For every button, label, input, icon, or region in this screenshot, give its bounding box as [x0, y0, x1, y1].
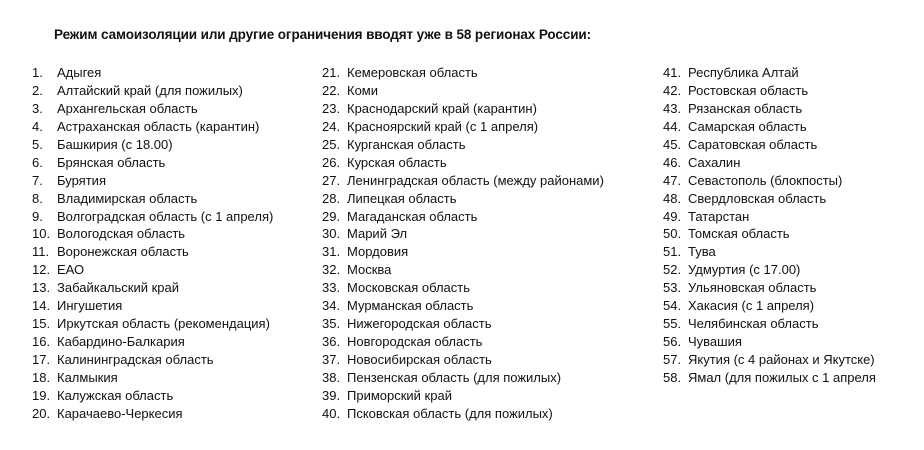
list-item — [663, 261, 876, 279]
item-number: 23. — [322, 100, 341, 116]
region-name: Алтайский край (для пожилых) — [57, 82, 243, 98]
region-name: Тува — [688, 244, 716, 260]
region-name: Забайкальский край — [57, 280, 180, 296]
item-number: 30. — [322, 226, 341, 242]
item-number: 57. — [663, 352, 682, 367]
region-name: Бурятия — [57, 172, 106, 188]
item-number: 46. — [663, 154, 682, 170]
list-item — [663, 172, 876, 190]
list-item — [663, 100, 876, 118]
region-name: Липецкая область — [347, 190, 457, 206]
list-item — [32, 297, 273, 315]
region-name: Томская область — [688, 226, 790, 242]
list-item — [322, 351, 604, 369]
region-name: Курская область — [347, 154, 447, 170]
item-number: 41. — [663, 65, 682, 80]
item-number: 15. — [32, 316, 51, 332]
item-number: 14. — [32, 298, 51, 314]
item-number: 8. — [32, 190, 43, 206]
item-number: 38. — [322, 369, 341, 385]
list-item — [663, 225, 876, 243]
list-item — [32, 405, 273, 423]
region-name: Мордовия — [347, 244, 409, 260]
region-name: Ингушетия — [57, 298, 123, 314]
list-item — [322, 333, 604, 351]
item-number: 21. — [322, 65, 341, 80]
item-number: 35. — [322, 316, 341, 332]
list-item — [663, 136, 876, 154]
list-item — [32, 261, 273, 279]
region-name: Севастополь (блокпосты) — [688, 172, 843, 188]
list-item — [32, 225, 273, 243]
region-name: Брянская область — [57, 154, 166, 170]
list-item — [322, 100, 604, 118]
item-number: 37. — [322, 352, 341, 367]
region-name: Карачаево-Черкесия — [57, 405, 183, 421]
item-number: 7. — [32, 172, 43, 188]
region-name: Курганская область — [347, 136, 466, 152]
item-number: 22. — [322, 82, 341, 98]
item-number: 39. — [322, 387, 341, 403]
item-number: 6. — [32, 154, 43, 170]
region-list-column-2 — [322, 64, 604, 423]
region-name: Мурманская область — [347, 298, 474, 314]
region-name: Коми — [347, 82, 379, 98]
list-item — [663, 315, 876, 333]
item-number: 43. — [663, 100, 682, 116]
list-item — [32, 369, 273, 387]
item-number: 3. — [32, 100, 43, 116]
list-item — [322, 64, 604, 82]
region-name: Сахалин — [688, 154, 741, 170]
item-number: 54. — [663, 298, 682, 314]
item-number: 53. — [663, 280, 682, 296]
list-item — [322, 172, 604, 190]
list-item — [32, 100, 273, 118]
list-item — [32, 64, 273, 82]
region-list-column-3 — [663, 64, 876, 387]
item-number: 13. — [32, 280, 51, 296]
item-number: 5. — [32, 136, 43, 152]
list-item — [663, 64, 876, 82]
region-name: Чувашия — [688, 334, 742, 350]
item-number: 47. — [663, 172, 682, 188]
region-name: Хакасия (с 1 апреля) — [688, 298, 815, 314]
item-number: 20. — [32, 405, 51, 421]
list-item — [663, 118, 876, 136]
item-number: 40. — [322, 405, 341, 421]
region-name: Новгородская область — [347, 334, 483, 350]
item-number: 49. — [663, 208, 682, 224]
list-item — [663, 297, 876, 315]
list-item — [663, 82, 876, 100]
region-name: Пензенская область (для пожилых) — [347, 369, 562, 385]
list-item — [663, 333, 876, 351]
region-name: Архангельская область — [57, 100, 198, 116]
region-name: Якутия (с 4 районах и Якутске) — [688, 352, 875, 367]
list-item — [322, 297, 604, 315]
region-name: Кемеровская область — [347, 65, 478, 80]
item-number: 42. — [663, 82, 682, 98]
region-name: Челябинская область — [688, 316, 819, 332]
region-name: Волгоградская область (с 1 апреля) — [57, 208, 274, 224]
region-name: Иркутская область (рекомендация) — [57, 316, 270, 332]
region-name: Нижегородская область — [347, 316, 492, 332]
list-item — [32, 315, 273, 333]
list-item — [322, 82, 604, 100]
item-number: 17. — [32, 352, 51, 367]
item-number: 18. — [32, 369, 51, 385]
region-name: Ульяновская область — [688, 280, 817, 296]
region-name: Красноярский край (с 1 апреля) — [347, 118, 539, 134]
list-item — [32, 136, 273, 154]
item-number: 26. — [322, 154, 341, 170]
region-name: Воронежская область — [57, 244, 189, 260]
item-number: 25. — [322, 136, 341, 152]
region-name: Краснодарский край (карантин) — [347, 100, 537, 116]
item-number: 24. — [322, 118, 341, 134]
region-name: Приморский край — [347, 387, 452, 403]
list-item — [322, 225, 604, 243]
region-name: Ростовская область — [688, 82, 809, 98]
page-title: Режим самоизоляции или другие ограничения вводят уже в 58 регионах России: — [54, 27, 592, 42]
item-number: 51. — [663, 244, 682, 260]
item-number: 12. — [32, 262, 51, 278]
list-item — [32, 118, 273, 136]
list-item — [322, 190, 604, 208]
region-name: Москва — [347, 262, 392, 278]
list-item — [663, 154, 876, 172]
item-number: 11. — [32, 244, 50, 260]
list-item — [322, 208, 604, 226]
region-name: Новосибирская область — [347, 352, 492, 367]
list-item — [322, 405, 604, 423]
item-number: 9. — [32, 208, 43, 224]
region-name: Астраханская область (карантин) — [57, 118, 260, 134]
item-number: 4. — [32, 118, 43, 134]
list-item — [322, 154, 604, 172]
region-name: Рязанская область — [688, 100, 803, 116]
list-item — [322, 315, 604, 333]
region-name: Ленинградская область (между районами) — [347, 172, 604, 188]
region-name: Калининградская область — [57, 352, 214, 367]
region-name: Владимирская область — [57, 190, 198, 206]
list-item — [663, 243, 876, 261]
region-name: Башкирия (с 18.00) — [57, 136, 173, 152]
region-name: Татарстан — [688, 208, 750, 224]
list-item — [32, 279, 273, 297]
list-item — [32, 82, 273, 100]
region-name: Удмуртия (с 17.00) — [688, 262, 801, 278]
region-name: Московская область — [347, 280, 471, 296]
region-name: Ямал (для пожилых с 1 апреля — [688, 369, 876, 385]
item-number: 33. — [322, 280, 341, 296]
item-number: 34. — [322, 298, 341, 314]
list-item — [322, 118, 604, 136]
item-number: 32. — [322, 262, 341, 278]
list-item — [32, 243, 273, 261]
list-item — [322, 387, 604, 405]
region-name: Калмыкия — [57, 369, 118, 385]
item-number: 56. — [663, 334, 682, 350]
item-number: 10. — [32, 226, 51, 242]
region-name: Свердловская область — [688, 190, 827, 206]
region-name: Магаданская область — [347, 208, 478, 224]
region-name: Саратовская область — [688, 136, 818, 152]
list-item — [322, 243, 604, 261]
item-number: 28. — [322, 190, 341, 206]
region-name: Адыгея — [57, 65, 102, 80]
list-item — [32, 208, 273, 226]
list-item — [32, 387, 273, 405]
item-number: 52. — [663, 262, 682, 278]
list-item — [322, 136, 604, 154]
list-item — [663, 190, 876, 208]
item-number: 44. — [663, 118, 682, 134]
item-number: 55. — [663, 316, 682, 332]
list-item — [663, 369, 876, 387]
list-item — [322, 369, 604, 387]
item-number: 29. — [322, 208, 341, 224]
region-name: Кабардино-Балкария — [57, 334, 185, 350]
list-item — [32, 172, 273, 190]
item-number: 48. — [663, 190, 682, 206]
region-name: Вологодская область — [57, 226, 186, 242]
region-name: Калужская область — [57, 387, 174, 403]
item-number: 36. — [322, 334, 341, 350]
region-name: Самарская область — [688, 118, 807, 134]
item-number: 19. — [32, 387, 51, 403]
list-item — [322, 279, 604, 297]
list-item — [32, 351, 273, 369]
region-name: Республика Алтай — [688, 65, 799, 80]
item-number: 16. — [32, 334, 51, 350]
item-number: 1. — [32, 65, 43, 80]
region-name: Псковская область (для пожилых) — [347, 405, 553, 421]
list-item — [32, 333, 273, 351]
list-item — [32, 154, 273, 172]
item-number: 58. — [663, 369, 682, 385]
item-number: 50. — [663, 226, 682, 242]
list-item — [663, 208, 876, 226]
region-name: Марий Эл — [347, 226, 408, 242]
item-number: 2. — [32, 82, 43, 98]
list-item — [663, 351, 876, 369]
list-item — [322, 261, 604, 279]
region-list-column-1 — [32, 64, 273, 423]
region-name: ЕАО — [57, 262, 85, 278]
list-item — [663, 279, 876, 297]
item-number: 27. — [322, 172, 341, 188]
list-item — [32, 190, 273, 208]
item-number: 31. — [322, 244, 341, 260]
item-number: 45. — [663, 136, 682, 152]
